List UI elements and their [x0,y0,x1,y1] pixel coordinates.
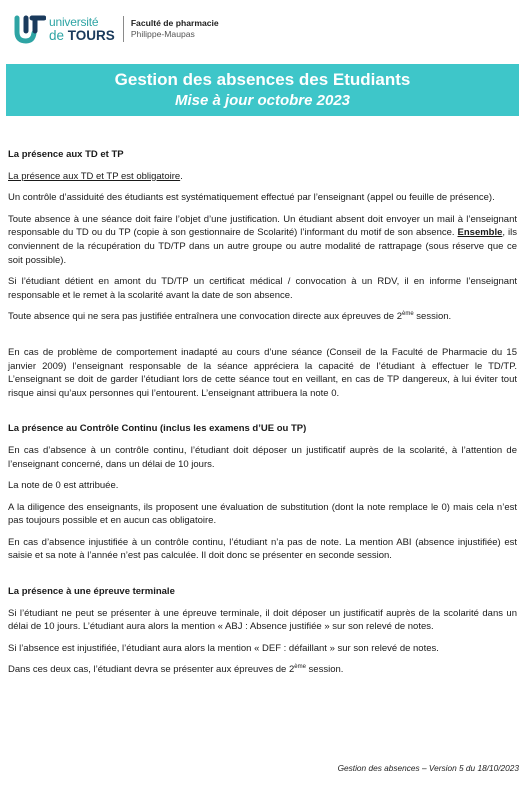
paragraph-obligatory [8,170,517,184]
deux-cas-end: session. [305,664,344,676]
obligatory-period: . [180,170,183,182]
document-title: Gestion des absences des Etudiants [114,70,411,89]
paragraph-et-justificatif: Si l’étudiant ne peut se présenter à une épreuve terminale, il doit déposer un justificatif auprès de la scolarité dans un délai de 10 jours. L’étudiant aura alors la mention « ABJ : Absence justifiée » sur son relevé de notes. [8,607,517,633]
title-banner [6,64,519,116]
paragraph-justification [8,213,517,267]
ensemble-word: Ensemble [457,227,503,239]
section-heading-td-tp: La présence aux TD et TP [8,149,124,160]
university-logo-icon [14,14,46,44]
faculty-line2: Philippe-Maupas [130,29,195,39]
convocation-start: Toute absence qui ne sera pas justifiée entraînera une convocation directe aux épreuves de 2 [8,311,402,323]
convocation-end: session. [413,311,452,323]
obligatory-text: La présence aux TD et TP est obligatoire [8,170,181,182]
deux-cas-sup: ème [294,664,306,671]
faculty-name [131,18,219,40]
paragraph-cc-injustifiee: En cas d’absence injustifiée à un contrôle continu, l’étudiant n’a pas de note. La mention ABI (absence injustifiée) est saisie et sa note à l’année n’est pas calculée. Il doit donc se présenter en seconde session. [8,536,517,562]
university-name [49,16,115,43]
university-de: de [49,27,65,43]
justification-end: , ils conviennent de la récupération du TD/TP dans un autre groupe ou autre modalité de rattrapage (sous réserve que ce soit possible). [8,227,518,266]
header-divider [123,16,124,42]
deux-cas-start: Dans ces deux cas, l’étudiant devra se présenter aux épreuves de 2 [8,664,295,676]
paragraph-convocation [8,310,517,324]
university-tours: TOURS [67,27,115,43]
university-line2 [49,29,115,43]
paragraph-et-injustifiee: Si l’absence est injustifiée, l’étudiant aura alors la mention « DEF : défaillant » sur son relevé de notes. [8,642,439,654]
section-heading-epreuve-terminale: La présence à une épreuve terminale [8,586,175,598]
section-heading-controle-continu: La présence au Contrôle Continu (inclus les examens d’UE ou TP) [8,423,307,435]
paragraph-cc-note: La note de 0 est attribuée. [8,480,119,492]
faculty-line1: Faculté de pharmacie [130,18,219,28]
university-line1: université [49,14,99,29]
document-body [8,148,517,685]
paragraph-et-deux-cas [8,663,517,677]
paragraph-comportement: En cas de problème de comportement inadapté au cours d’une séance (Conseil de la Faculté de Pharmacie du 15 janvier 2009) l’enseignant responsable de la séance appréciera la capacité de l’étudiant à effectuer le TD/TP. L’enseignant se doit de garder l’étudiant lors de cette séance tout en veillant, en cas de TP dangereux, à lui éviter tout risque ainsi qu’aux personnes qui l’entourent. L’enseignant attribuera la note 0. [8,346,517,399]
page-header [14,12,219,46]
paragraph-assiduite: Un contrôle d’assiduité des étudiants est systématiquement effectué par l’enseignant (appel ou feuille de présence). [8,192,495,204]
justification-text: Toute absence à une séance doit faire l’objet d’une justification. Un étudiant absent doit envoyer un mail à l’enseignant responsable du TD ou du TP (copie à son gestionnaire de Scolarité) l’informant du motif de son absence. [8,213,517,239]
paragraph-certificat: Si l’étudiant détient en amont du TD/TP un certificat médical / convocation à un RDV, il en informe l’enseignant responsable et le remet à la scolarité avant la date de son absence. [8,276,517,301]
convocation-sup: ème [401,311,414,318]
paragraph-cc-absence: En cas d’absence à un contrôle continu, l’étudiant doit déposer un justificatif auprès de la scolarité, à l’attention de l’enseignant concerné, dans un délai de 10 jours. [8,444,517,470]
page-footer: Gestion des absences – Version 5 du 18/10/2023 [337,763,519,773]
document-subtitle: Mise à jour octobre 2023 [174,92,351,109]
paragraph-cc-substitution: A la diligence des enseignants, ils proposent une évaluation de substitution (dont la note remplace le 0) mais cela n’est pas toujours possible et en aucun cas obligatoire. [8,501,517,527]
